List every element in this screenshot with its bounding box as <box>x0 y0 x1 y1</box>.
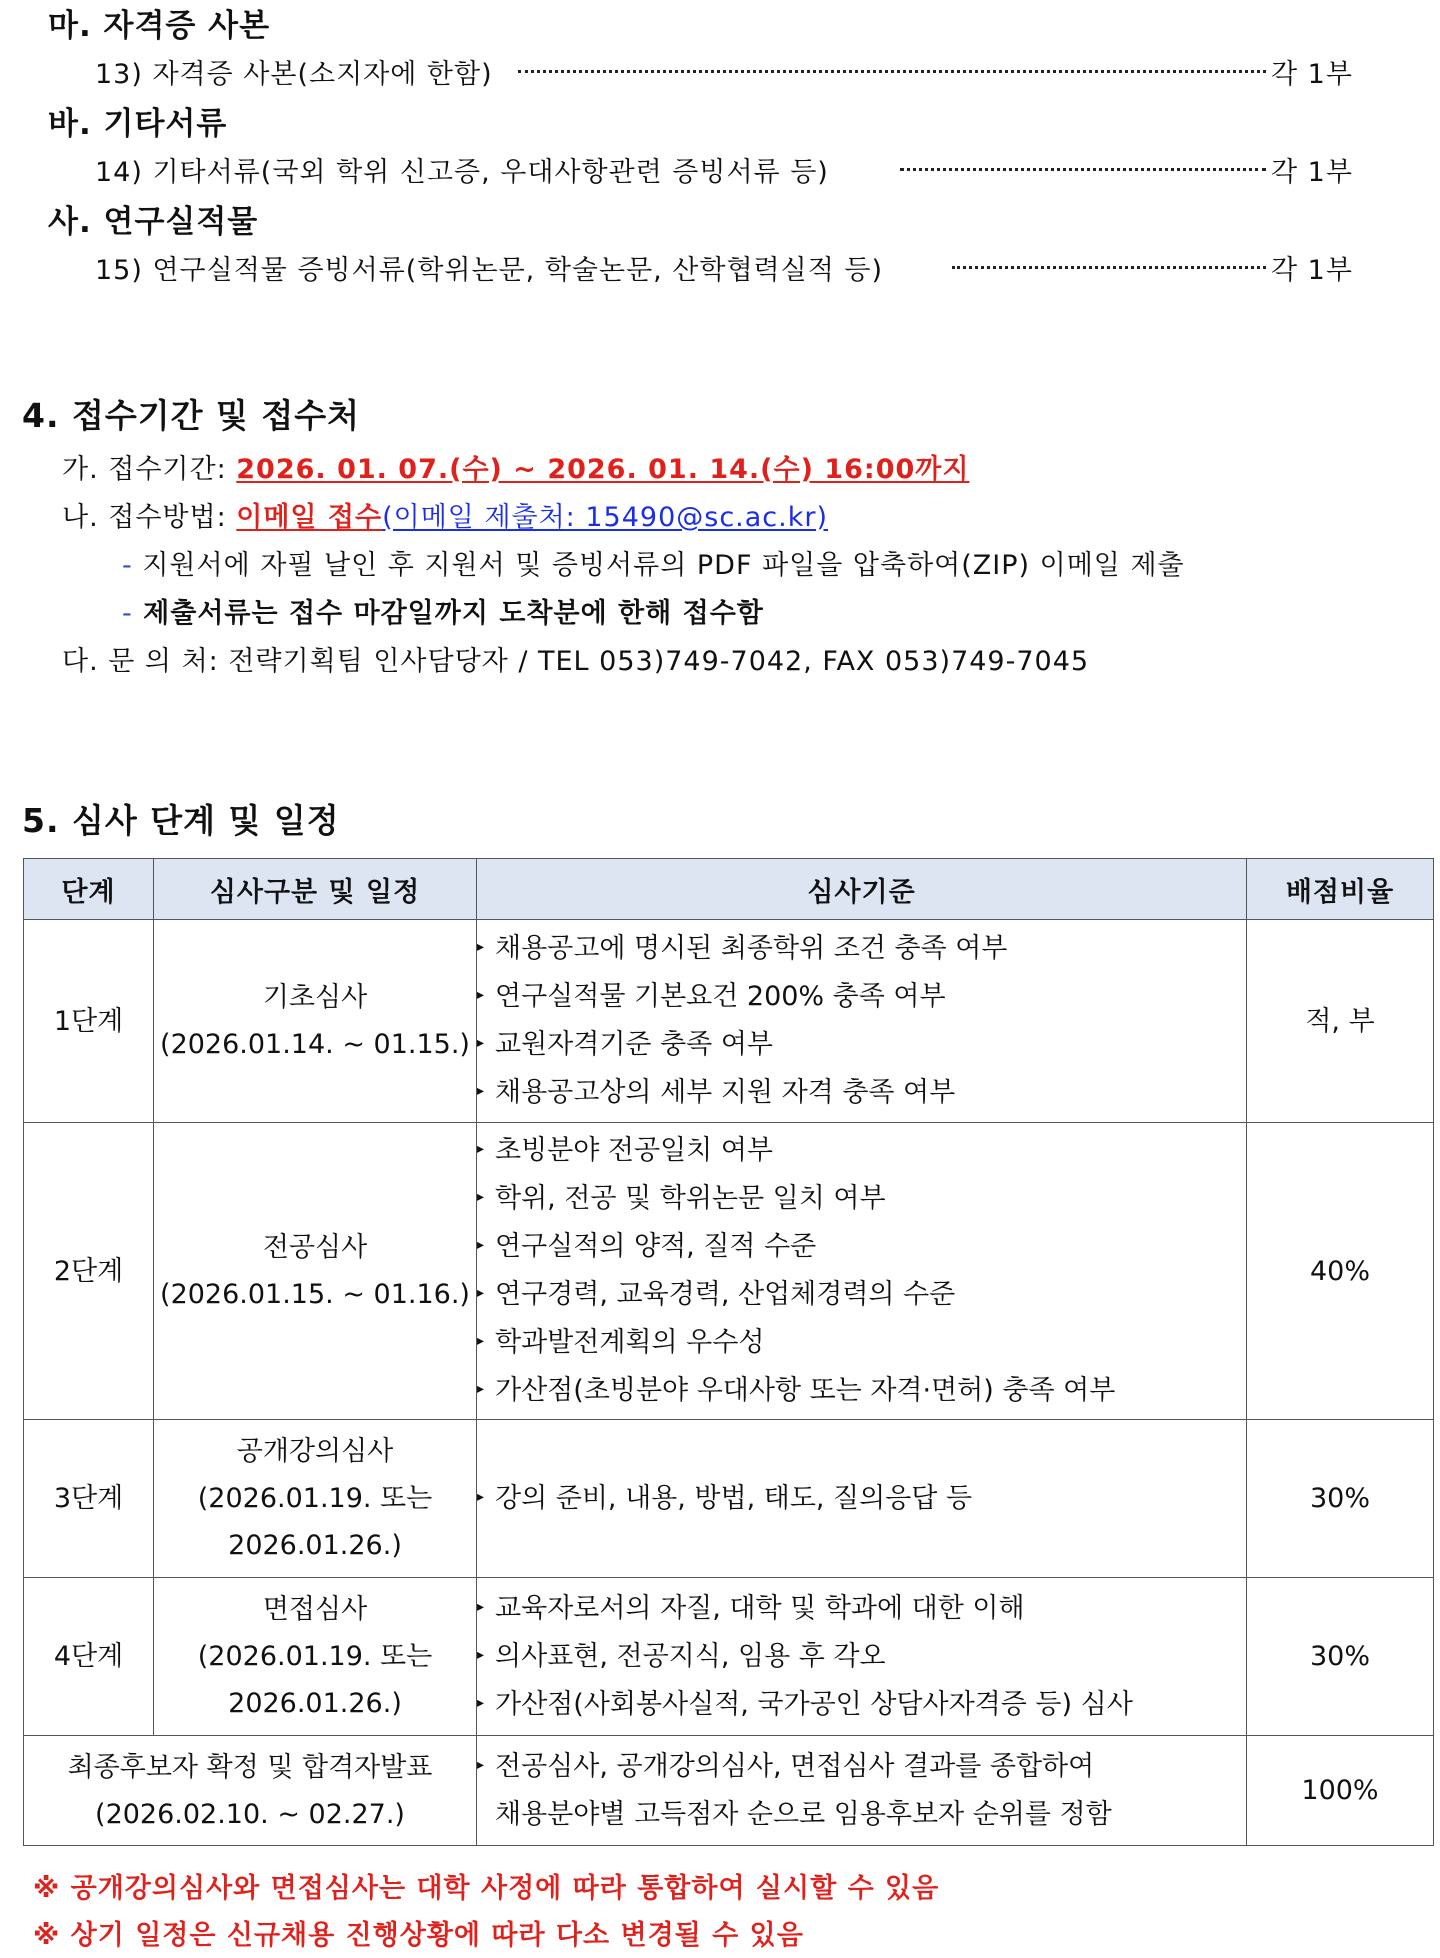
criteria-item-continued: 채용분야별 고득점자 순으로 임용후보자 순위를 정함 <box>495 1799 1112 1830</box>
triangle-bullet-icon: ▸ <box>477 1646 485 1663</box>
doc-item: 14) 기타서류(국외 학위 신고증, 우대사항관련 증빙서류 등) <box>95 157 829 188</box>
triangle-bullet-icon: ▸ <box>477 1598 485 1615</box>
stage-cell: 4단계 <box>24 1578 154 1736</box>
criteria-item: ▸ 가산점(초빙분야 우대사항 또는 자격·면허) 충족 여부 <box>477 1367 1246 1415</box>
final-name: 최종후보자 확정 및 합격자발표 <box>67 1751 433 1783</box>
schedule-table <box>23 858 1434 1846</box>
review-name: 기초심사 <box>262 982 368 1013</box>
column-header: 단계 <box>24 859 154 920</box>
column-header: 심사기준 <box>477 859 1247 920</box>
review-date: (2026.01.15. ~ 01.16.) <box>160 1279 470 1310</box>
criteria-item: ▸ 교원자격기준 충족 여부 <box>477 1021 1246 1069</box>
table-row-final <box>24 1736 1434 1846</box>
criteria-item: ▸ 연구경력, 교육경력, 산업체경력의 수준 <box>477 1271 1246 1319</box>
score-cell: 적, 부 <box>1247 920 1434 1123</box>
criteria-item: ▸ 채용공고에 명시된 최종학위 조건 충족 여부 <box>477 925 1246 973</box>
review-name: 전공심사 <box>262 1232 368 1263</box>
triangle-bullet-icon: ▸ <box>477 1381 485 1397</box>
stage-cell: 3단계 <box>24 1420 154 1578</box>
review-name: 공개강의심사 <box>236 1436 394 1467</box>
review-date: (2026.01.19. 또는 <box>197 1483 433 1514</box>
doc-count: 각 1부 <box>1271 59 1353 90</box>
review-name-cell <box>154 1578 477 1736</box>
doc-item: 13) 자격증 사본(소지자에 한함) <box>95 59 493 90</box>
note-text: 제출서류는 접수 마감일까지 도착분에 한해 접수함 <box>132 598 764 629</box>
review-name-cell <box>154 1123 477 1420</box>
doc-heading: 바. 기타서류 <box>48 106 228 142</box>
criteria-item: ▸ 채용공고상의 세부 지원 자격 충족 여부 <box>477 1069 1246 1117</box>
criteria-item: ▸ 전공심사, 공개강의심사, 면접심사 결과를 종합하여 <box>477 1743 1246 1791</box>
final-name-cell <box>24 1736 477 1846</box>
triangle-bullet-icon: ▸ <box>477 1285 485 1301</box>
criteria-item: ▸ 초빙분야 전공일치 여부 <box>477 1127 1246 1175</box>
criteria-item: ▸ 연구실적물 기본요건 200% 충족 여부 <box>477 973 1246 1021</box>
criteria-item: ▸ 가산점(사회봉사실적, 국가공인 상담사자격증 등) 심사 <box>477 1681 1246 1729</box>
criteria-item: ▸ 학과발전계획의 우수성 <box>477 1319 1246 1367</box>
score-cell: 40% <box>1247 1123 1434 1420</box>
triangle-bullet-icon: ▸ <box>477 939 485 955</box>
period-line <box>62 447 969 486</box>
email-link[interactable]: (이메일 제출처: 15490@sc.ac.kr) <box>382 502 828 533</box>
triangle-bullet-icon: ▸ <box>477 987 485 1003</box>
column-header: 배점비율 <box>1247 859 1434 920</box>
triangle-bullet-icon: ▸ <box>477 1189 485 1205</box>
review-name: 면접심사 <box>262 1594 368 1625</box>
leader-dots <box>518 70 1266 73</box>
final-date: (2026.02.10. ~ 02.27.) <box>95 1798 405 1830</box>
method-line <box>62 495 828 534</box>
method-label: 나. 접수방법: <box>62 502 237 533</box>
criteria-item: ▸ 의사표현, 전공지식, 임용 후 각오 <box>477 1633 1246 1681</box>
triangle-bullet-icon: ▸ <box>477 1237 485 1253</box>
review-date: 2026.01.26.) <box>228 1530 402 1561</box>
dash-marker: - <box>122 598 133 629</box>
doc-heading: 마. 자격증 사본 <box>48 8 271 44</box>
doc-count: 각 1부 <box>1271 255 1353 286</box>
triangle-bullet-icon: ▸ <box>477 1488 485 1505</box>
leader-dots <box>952 266 1266 269</box>
footnote: ※ 공개강의심사와 면접심사는 대학 사정에 따라 통합하여 실시할 수 있음 <box>33 1873 940 1904</box>
column-header: 심사구분 및 일정 <box>154 859 477 920</box>
leader-dots <box>900 168 1266 171</box>
criteria-cell <box>477 1736 1247 1846</box>
review-name-cell <box>154 920 477 1123</box>
stage-cell: 2단계 <box>24 1123 154 1420</box>
doc-count: 각 1부 <box>1271 157 1353 188</box>
criteria-item: ▸ 교육자로서의 자질, 대학 및 학과에 대한 이해 <box>477 1585 1246 1633</box>
review-name-cell <box>154 1420 477 1578</box>
triangle-bullet-icon: ▸ <box>477 1333 485 1349</box>
criteria-item: ▸ 연구실적의 양적, 질적 수준 <box>477 1223 1246 1271</box>
method-value: 이메일 접수 <box>236 502 383 533</box>
contact-line: 다. 문 의 처: 전략기획팀 인사담당자 / TEL 053)749-7042, FAX 053)749-7045 <box>62 646 1090 677</box>
criteria-cell <box>477 1123 1247 1420</box>
note-text: 지원서에 자필 날인 후 지원서 및 증빙서류의 PDF 파일을 압축하여(ZIP) 이메일 제출 <box>132 550 1185 581</box>
stage-cell: 1단계 <box>24 920 154 1123</box>
period-value: 2026. 01. 07.(수) ~ 2026. 01. 14.(수) 16:00까지 <box>236 454 970 485</box>
note-line <box>122 543 1185 582</box>
review-date: (2026.01.14. ~ 01.15.) <box>160 1029 470 1060</box>
criteria-item: ▸ 강의 준비, 내용, 방법, 태도, 질의응답 등 <box>477 1475 1246 1523</box>
table-row <box>24 1578 1434 1736</box>
section-title: 4. 접수기간 및 접수처 <box>22 396 360 435</box>
note-line <box>122 591 764 630</box>
triangle-bullet-icon: ▸ <box>477 1141 485 1157</box>
section-title: 5. 심사 단계 및 일정 <box>22 801 340 840</box>
triangle-bullet-icon: ▸ <box>477 1694 485 1711</box>
score-cell: 30% <box>1247 1578 1434 1736</box>
triangle-bullet-icon: ▸ <box>477 1035 485 1051</box>
review-date: 2026.01.26.) <box>228 1688 402 1719</box>
doc-heading: 사. 연구실적물 <box>48 204 259 240</box>
table-row <box>24 1123 1434 1420</box>
criteria-cell <box>477 1420 1247 1578</box>
footnote: ※ 상기 일정은 신규채용 진행상황에 따라 다소 변경될 수 있음 <box>33 1920 804 1951</box>
table-header-row <box>24 859 1434 920</box>
score-cell: 30% <box>1247 1420 1434 1578</box>
table-row <box>24 920 1434 1123</box>
review-date: (2026.01.19. 또는 <box>197 1641 433 1672</box>
triangle-bullet-icon: ▸ <box>477 1083 485 1099</box>
dash-marker: - <box>122 550 133 581</box>
criteria-cell <box>477 920 1247 1123</box>
table-row <box>24 1420 1434 1578</box>
criteria-item: ▸ 학위, 전공 및 학위논문 일치 여부 <box>477 1175 1246 1223</box>
period-label: 가. 접수기간: <box>62 454 237 485</box>
score-cell: 100% <box>1247 1736 1434 1846</box>
criteria-cell <box>477 1578 1247 1736</box>
doc-item: 15) 연구실적물 증빙서류(학위논문, 학술논문, 산학협력실적 등) <box>95 255 884 286</box>
triangle-bullet-icon: ▸ <box>477 1757 485 1773</box>
